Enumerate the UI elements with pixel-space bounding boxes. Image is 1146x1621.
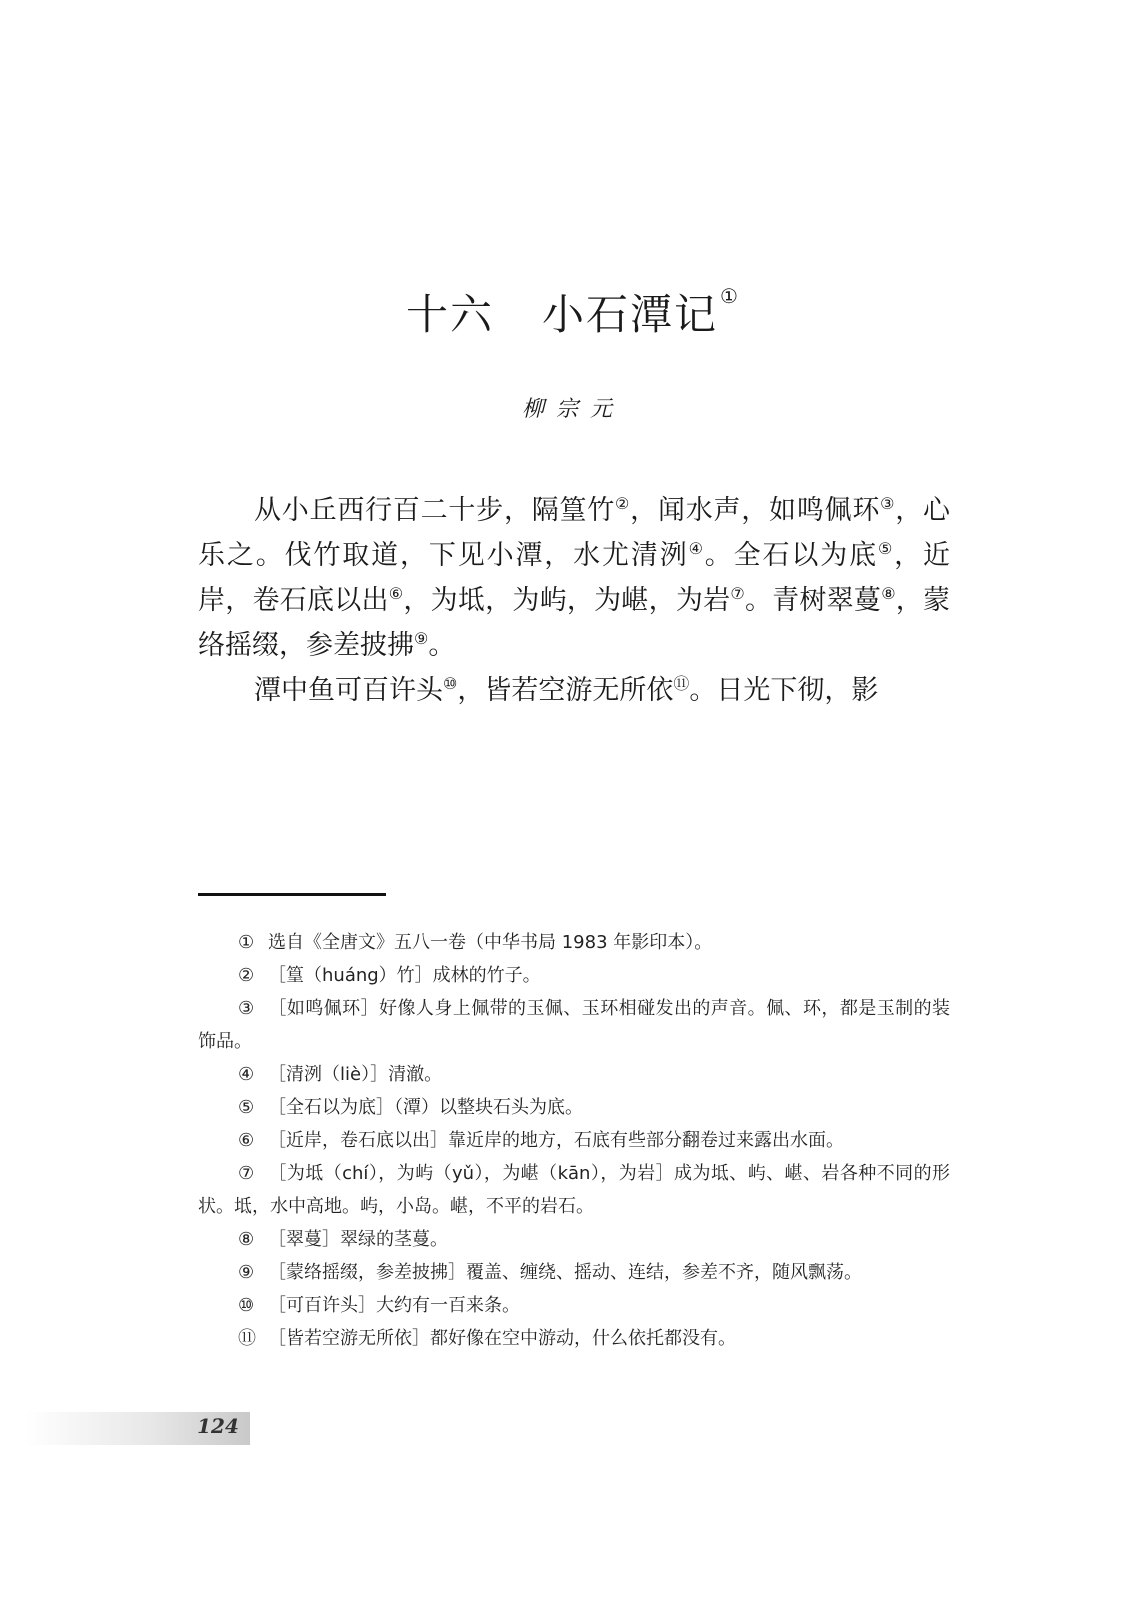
footnote-ref: ④ bbox=[688, 539, 705, 558]
footnote bbox=[198, 1289, 950, 1322]
footnote-text: ［全石以为底］（潭）以整块石头为底。 bbox=[268, 1097, 583, 1118]
footnote-ref: ② bbox=[615, 494, 631, 513]
footnote-text: ［翠蔓］翠绿的茎蔓。 bbox=[268, 1229, 448, 1250]
paragraph-text: ，心乐之。伐竹取道，下见小潭，水尤清洌 bbox=[198, 495, 951, 571]
footnote-text: ［蒙络摇缀，参差披拂］覆盖、缠绕、摇动、连结，参差不齐，随风飘荡。 bbox=[268, 1262, 862, 1283]
paragraph-text: 从小丘西行百二十步，隔篁竹 bbox=[254, 495, 616, 526]
title-note-mark: ① bbox=[720, 284, 740, 308]
footnote bbox=[198, 1256, 950, 1289]
footnote-ref: ⑤ bbox=[877, 539, 895, 558]
footnote-text: ［皆若空游无所依］都好像在空中游动，什么依托都没有。 bbox=[268, 1328, 736, 1349]
paragraph-text: ，闻水声，如鸣佩环 bbox=[630, 495, 881, 526]
footnote-text: ［为坻（chí），为屿（yǔ），为嵁（kān），为岩］成为坻、屿、嵁、岩各种不同的形状。坻，水中高地。屿，小岛。嵁，不平的岩石。 bbox=[198, 1163, 950, 1217]
paragraph-text: 。 bbox=[428, 630, 456, 661]
footnote-ref: ⑪ bbox=[673, 674, 690, 693]
footnote-ref: ③ bbox=[880, 494, 896, 513]
footnote-mark: ④ bbox=[238, 1064, 255, 1085]
footnote-ref: ⑥ bbox=[388, 584, 404, 603]
footnote-mark: ⑪ bbox=[238, 1328, 256, 1349]
footnote bbox=[198, 1058, 950, 1091]
footnote-mark: ⑥ bbox=[238, 1130, 255, 1151]
footnote-ref: ⑩ bbox=[443, 674, 458, 693]
page-title bbox=[0, 282, 1146, 342]
footnote-text: 选自《全唐文》五八一卷（中华书局 1983 年影印本）。 bbox=[268, 932, 713, 953]
footnote-mark: ② bbox=[238, 965, 255, 986]
footnote-text: ［近岸，卷石底以出］靠近岸的地方，石底有些部分翻卷过来露出水面。 bbox=[268, 1130, 844, 1151]
page-number: 124 bbox=[197, 1414, 239, 1438]
paragraph-text: 潭中鱼可百许头 bbox=[254, 675, 443, 706]
paragraph-text: ，皆若空游无所依 bbox=[457, 675, 674, 706]
paragraph bbox=[198, 488, 950, 668]
footnote-mark: ⑤ bbox=[238, 1097, 255, 1118]
paragraph-text: ，为坻，为屿，为嵁，为岩 bbox=[403, 585, 731, 616]
paragraph-text: 。青树翠蔓 bbox=[744, 585, 882, 616]
paragraph-text: 。日光下彻，影 bbox=[689, 675, 879, 706]
author: 柳宗元 bbox=[521, 397, 624, 422]
footnote-mark: ⑩ bbox=[238, 1295, 255, 1316]
footnote-ref: ⑧ bbox=[881, 584, 896, 603]
footnote bbox=[198, 1157, 950, 1223]
footnote bbox=[198, 1124, 950, 1157]
footnote-divider bbox=[198, 893, 386, 896]
footnote-mark: ⑧ bbox=[238, 1229, 255, 1250]
lesson-number: 十六 bbox=[406, 290, 495, 339]
footnote-text: ［可百许头］大约有一百来条。 bbox=[268, 1295, 520, 1316]
footnote bbox=[198, 1322, 950, 1355]
footnote-mark: ⑦ bbox=[238, 1163, 255, 1184]
footnote bbox=[198, 926, 950, 959]
footnotes bbox=[198, 926, 950, 1355]
footnote bbox=[198, 1091, 950, 1124]
footnote-ref: ⑦ bbox=[730, 584, 745, 603]
title-text: 小石潭记 bbox=[542, 290, 719, 339]
footnote bbox=[198, 959, 950, 992]
footnote-mark: ① bbox=[238, 932, 255, 953]
footnote-text: ［清洌（liè）］清澈。 bbox=[268, 1064, 443, 1085]
footnote bbox=[198, 992, 950, 1058]
footnote bbox=[198, 1223, 950, 1256]
footnote-text: ［如鸣佩环］好像人身上佩带的玉佩、玉环相碰发出的声音。佩、环，都是玉制的装饰品。 bbox=[198, 998, 950, 1052]
paragraph bbox=[198, 668, 950, 713]
paragraph-text: ，近岸，卷石底以出 bbox=[198, 540, 951, 616]
footnote-mark: ③ bbox=[238, 998, 255, 1019]
footnote-mark: ⑨ bbox=[238, 1262, 255, 1283]
footnote-text: ［篁（huáng）竹］成林的竹子。 bbox=[268, 965, 541, 986]
main-text bbox=[198, 488, 950, 713]
paragraph-text: 。全石以为底 bbox=[704, 540, 878, 571]
footnote-ref: ⑨ bbox=[414, 629, 429, 648]
paragraph-text: ，蒙络摇缀，参差披拂 bbox=[198, 585, 951, 661]
